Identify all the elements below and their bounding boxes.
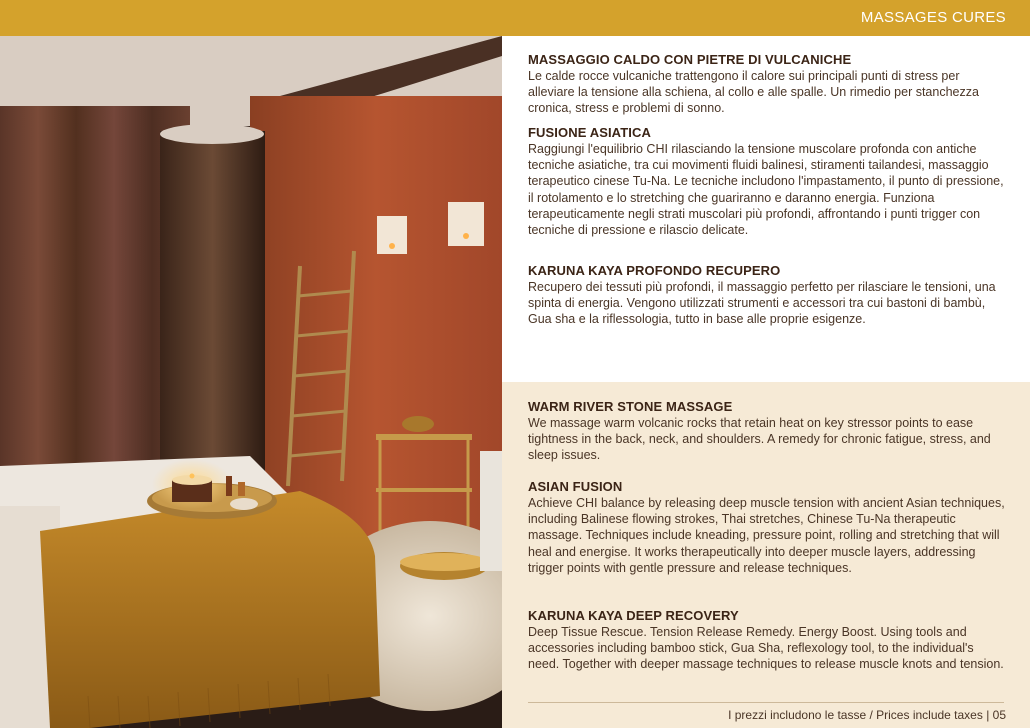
english-panel <box>502 382 1030 728</box>
treatment-description: Raggiungi l'equilibrio CHI rilasciando la tensione muscolare profonda con antiche tecniche asiatiche, tra cui movimenti fluidi balinesi, stiramenti tailandesi, massaggio terapeutico cinese Tu-Na. Le tecniche includono l'impastamento, il punto di pressione, il rotolamento e lo stretching che guariranno e daranno energia. Funziona terapeuticamente negli strati muscolari più profondi, affrontando i punti trigger con tecniche di pressione e rilascio delicate. <box>528 142 1004 238</box>
section-title: MASSAGES CURES <box>860 9 1006 26</box>
treatment-title: MASSAGGIO CALDO CON PIETRE DI VULCANICHE <box>528 52 852 67</box>
italian-panel <box>502 36 1030 382</box>
treatment-it-2 <box>528 125 1008 238</box>
treatment-title: KARUNA KAYA DEEP RECOVERY <box>528 608 739 623</box>
treatment-en-1 <box>528 399 1008 464</box>
treatment-description: We massage warm volcanic rocks that retain heat on key stressor points to ease tightness in the back, neck, and shoulders. A remedy for chronic fatigue, stress, and sleep issues. <box>528 416 991 463</box>
header-bar <box>0 0 1030 36</box>
treatment-description: Le calde rocce vulcaniche trattengono il calore sui principali punti di stress per alleviare la tensione alla schiena, al collo e alle spalle. Un rimedio per stanchezza cronica, stress e problemi di sonno. <box>528 69 979 116</box>
treatment-description: Recupero dei tessuti più profondi, il massaggio perfetto per rilasciare le tensioni, una spinta di energia. Vengono utilizzati strumenti e accessori tra cui bastoni di bambù, Gua sha e la riflessologia, tutto in base alle proprie esigenze. <box>528 280 996 327</box>
treatment-it-3 <box>528 263 1008 328</box>
treatment-description: Deep Tissue Rescue. Tension Release Remedy. Energy Boost. Using tools and accessories including bamboo stick, Gua Sha, reflexology tool, to the individual's need. Together with deeper massage techniques to release muscle knots and tension. <box>528 625 1004 672</box>
footer-divider <box>528 702 1004 703</box>
treatment-en-2 <box>528 479 1008 576</box>
treatment-it-1 <box>528 52 1008 117</box>
treatment-title: WARM RIVER STONE MASSAGE <box>528 399 733 414</box>
treatment-title: KARUNA KAYA PROFONDO RECUPERO <box>528 263 781 278</box>
page-footer: I prezzi includono le tasse / Prices include taxes | 05 <box>728 708 1006 722</box>
spa-room-photo <box>0 36 502 728</box>
treatment-en-3 <box>528 608 1008 673</box>
treatment-title: ASIAN FUSION <box>528 479 623 494</box>
treatment-description: Achieve CHI balance by releasing deep muscle tension with ancient Asian techniques, including Balinese flowing strokes, Thai stretches, Chinese Tu-Na therapeutic massage. Techniques include kneading, pressure point, rolling and stretching that will heal and energise. It works therapeutically into deeper muscle layers, addressing trigger points with gentle pressure and release techniques. <box>528 496 1005 575</box>
treatment-title: FUSIONE ASIATICA <box>528 125 651 140</box>
